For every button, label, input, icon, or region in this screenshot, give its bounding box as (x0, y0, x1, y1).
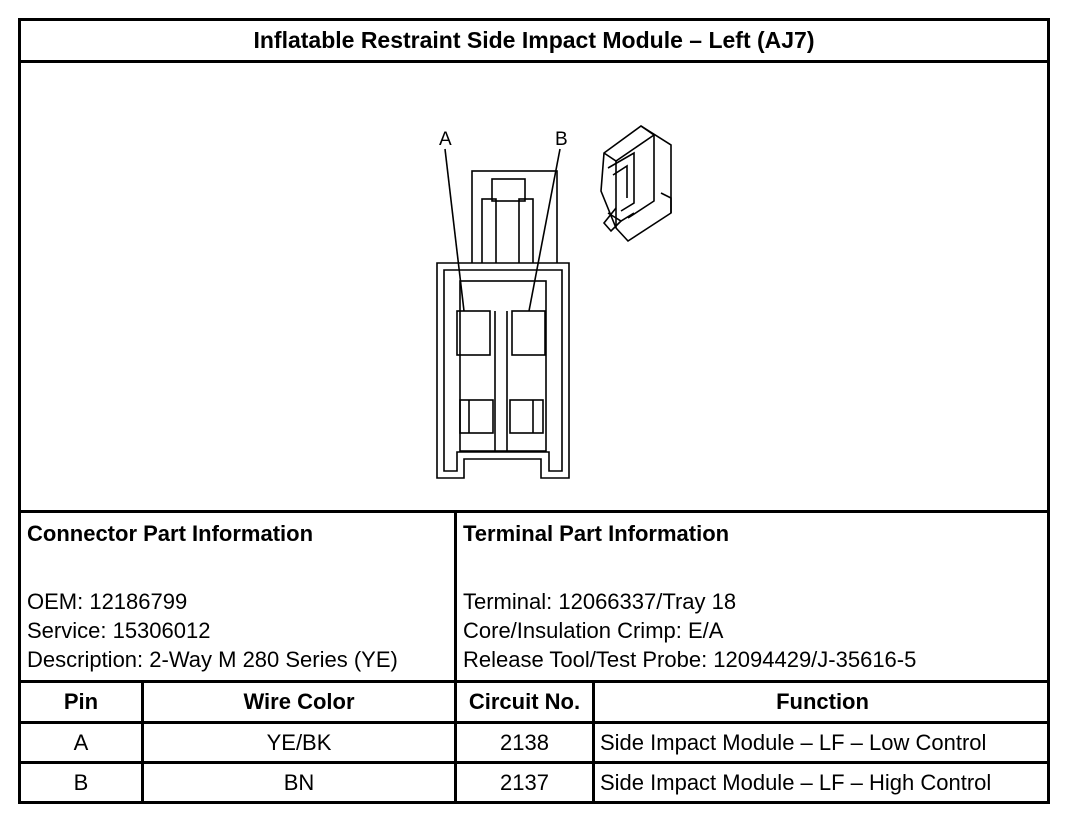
terminal-release-tool: Release Tool/Test Probe: 12094429/J-35616-5 (463, 647, 917, 672)
wire-color-cell: YE/BK (144, 724, 457, 761)
terminal-part-info (457, 513, 1050, 680)
pin-cell: B (21, 764, 144, 801)
terminal-info-heading: Terminal Part Information (463, 521, 730, 546)
function-cell: Side Impact Module – LF – High Control (600, 769, 992, 795)
label-b: B (555, 129, 568, 150)
connector-description: Description: 2-Way M 280 Series (YE) (27, 647, 398, 672)
function-cell: Side Impact Module – LF – Low Control (600, 729, 987, 755)
connector-isometric-view (601, 126, 671, 241)
terminal-number: Terminal: 12066337/Tray 18 (463, 589, 737, 614)
table-row (21, 721, 1047, 761)
connector-drawing (21, 63, 1047, 510)
connector-part-info (21, 513, 457, 680)
table-row (21, 761, 1047, 801)
header-circuit: Circuit No. (457, 683, 595, 721)
header-function: Function (776, 689, 869, 714)
connector-info-heading: Connector Part Information (27, 521, 314, 546)
terminal-crimp: Core/Insulation Crimp: E/A (463, 618, 724, 643)
connector-oem: OEM: 12186799 (27, 589, 188, 614)
pin-cell: A (21, 724, 144, 761)
wire-color-cell: BN (144, 764, 457, 801)
pinout-sheet (18, 18, 1050, 804)
circuit-cell: 2138 (457, 724, 595, 761)
label-a: A (439, 129, 452, 150)
connector-latch (472, 171, 557, 266)
page-title: Inflatable Restraint Side Impact Module – Left (AJ7) (21, 21, 1047, 63)
connector-body (437, 263, 569, 478)
circuit-cell: 2137 (457, 764, 595, 801)
header-wire-color: Wire Color (144, 683, 457, 721)
connector-service: Service: 15306012 (27, 618, 211, 643)
pinout-table (21, 680, 1047, 801)
table-header-row (21, 680, 1047, 721)
connector-diagram (21, 63, 1047, 513)
header-pin: Pin (21, 683, 144, 721)
